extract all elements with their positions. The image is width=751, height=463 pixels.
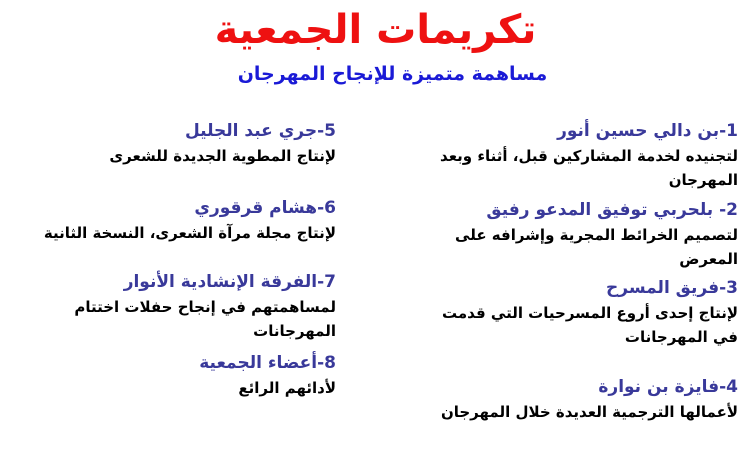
honoree-description: لأعمالها الترجمية العديدة خلال المهرجان — [440, 403, 738, 421]
honoree-name: 4-فايزة بن نوارة — [598, 377, 738, 397]
honoree-name: 6-هشام قرقوري — [194, 198, 336, 218]
honoree-name: 5-جري عبد الجليل — [184, 121, 336, 141]
honoree-entry — [408, 374, 738, 424]
honoree-name: 2- بلحربي توفيق المدعو رفيق — [486, 200, 738, 220]
page-subtitle: مساهمة متميزة للإنجاح المهرجان — [237, 63, 548, 85]
honoree-description: لإنتاج مجلة مرآة الشعرى، النسخة الثانية — [43, 224, 336, 242]
honorees-right-column — [408, 118, 738, 424]
honoree-description: لإنتاج إحدى أروع المسرحيات التي قدمت — [442, 304, 738, 322]
honoree-entry — [408, 118, 738, 197]
honoree-name: 1-بن دالي حسين أنور — [557, 121, 738, 141]
honoree-name: 8-أعضاء الجمعية — [199, 353, 336, 373]
honoree-entry — [408, 197, 738, 275]
honoree-description: لتجنيده لخدمة المشاركين قبل، أثناء وبعد المهرجان — [440, 147, 738, 189]
honoree-description: لأدائهم الرائع — [238, 379, 336, 397]
honoree-name: 3-فريق المسرح — [606, 278, 738, 298]
page-title: تكريمات الجمعية — [214, 7, 537, 53]
honoree-name: 7-الفرقة الإنشادية الأنوار — [123, 272, 336, 292]
honorees-left-column — [6, 118, 336, 427]
honoree-description-line-2: في المهرجانات — [624, 328, 738, 346]
honoree-entry — [408, 275, 738, 374]
honoree-description: لإنتاج المطوية الجديدة للشعرى — [109, 147, 336, 165]
honoree-entry — [6, 195, 336, 269]
honoree-description: لمساهمتهم في إنجاح حفلات اختتام المهرجانات — [74, 298, 336, 340]
honoree-description: لتصميم الخرائط المجرية وإشرافه على المعرض — [455, 226, 738, 268]
honoree-entry — [6, 269, 336, 350]
honoree-entry — [6, 350, 336, 427]
honoree-entry — [6, 118, 336, 195]
